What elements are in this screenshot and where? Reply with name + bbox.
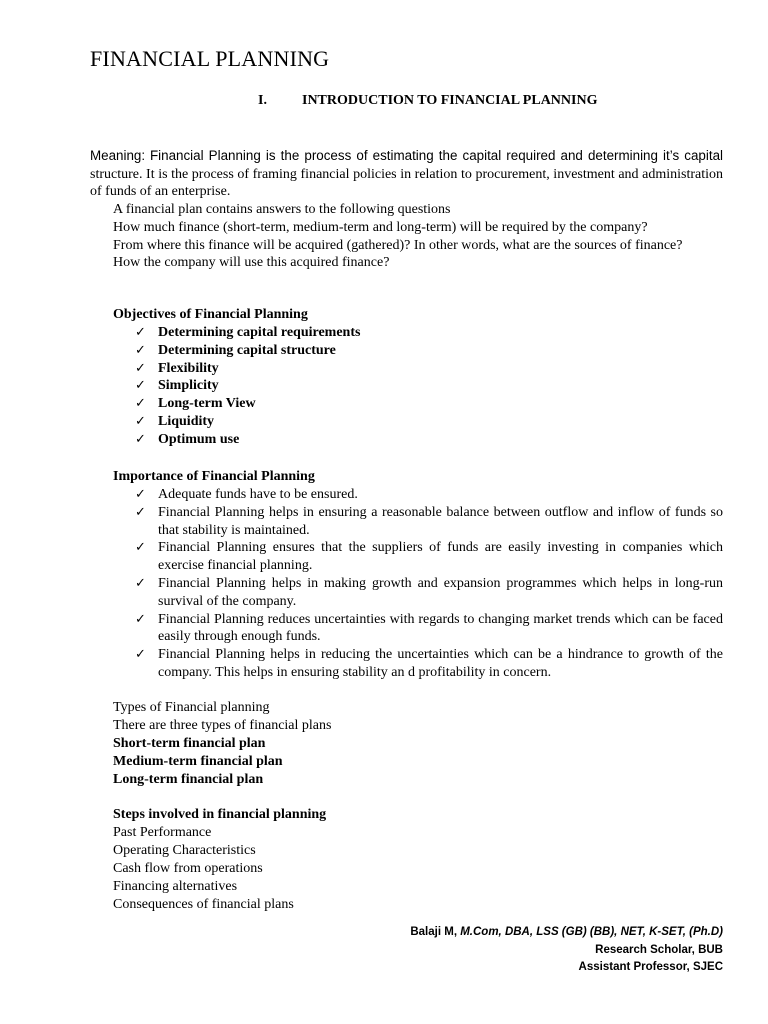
types-heading: Types of Financial planning — [113, 700, 270, 715]
steps-heading: Steps involved in financial planning — [113, 807, 327, 822]
check-icon: ✓ — [135, 396, 146, 412]
list-item: ✓ Flexibility — [135, 360, 219, 376]
list-item: ✓ Financial Planning ensures that the suppliers of funds are easily investing in companies which exercise financial planning. — [135, 540, 723, 574]
importance-section — [113, 468, 723, 682]
check-icon: ✓ — [135, 360, 146, 376]
section-heading — [258, 93, 597, 109]
list-item: ✓ Determining capital requirements — [135, 325, 361, 340]
check-icon: ✓ — [135, 575, 146, 591]
meaning-rest: structure. It is the process of framing financial policies in relation to procurement, investment and administration of funds of an enterprise. — [90, 166, 723, 200]
types-section — [113, 699, 723, 789]
author-role-2: Assistant Professor, SJEC — [578, 961, 723, 973]
intro-line: How much finance (short-term, medium-term and long-term) will be required by the company? — [113, 219, 648, 235]
check-icon: ✓ — [135, 413, 146, 429]
list-item: ✓ Financial Planning helps in making growth and expansion programmes which helps in long-run survival of the company. — [135, 575, 723, 609]
objectives-list — [113, 324, 723, 449]
intro-line: How the company will use this acquired finance? — [113, 255, 390, 271]
author-name-line — [410, 924, 723, 942]
check-icon: ✓ — [135, 431, 146, 447]
author-name: Balaji M, — [410, 926, 458, 938]
list-item: ✓ Determining capital structure — [135, 342, 336, 358]
list-item: ✓ Adequate funds have to be ensured. — [135, 487, 358, 502]
objectives-section — [113, 306, 723, 449]
author-degrees: M.Com, DBA, LSS (GB) (BB), NET, K-SET, (Ph.D) — [460, 926, 723, 938]
list-item: ✓ Optimum use — [135, 431, 240, 447]
list-item: ✓ Financial Planning helps in ensuring a reasonable balance between outflow and inflow of funds so that stability is maintained. — [135, 504, 723, 538]
list-item: Short-term financial plan — [113, 735, 266, 751]
intro-line: A financial plan contains answers to the following questions — [113, 202, 451, 217]
list-item: ✓ Simplicity — [135, 378, 219, 394]
list-item: Consequences of financial plans — [113, 896, 294, 912]
list-item: Financing alternatives — [113, 878, 238, 894]
list-item: Medium-term financial plan — [113, 753, 283, 769]
intro-lines — [113, 201, 723, 272]
check-icon: ✓ — [135, 611, 146, 627]
importance-heading: Importance of Financial Planning — [113, 469, 315, 484]
check-icon: ✓ — [135, 647, 146, 663]
section-heading-text: INTRODUCTION TO FINANCIAL PLANNING — [302, 93, 598, 108]
list-item: ✓ Financial Planning helps in reducing the uncertainties which can be a hindrance to growth of the company. This helps in ensuring stability an d profitability in concern. — [135, 647, 723, 680]
check-icon: ✓ — [135, 504, 146, 520]
meaning-paragraph — [90, 147, 723, 201]
check-icon: ✓ — [135, 325, 146, 340]
author-role-1: Research Scholar, BUB — [595, 943, 723, 956]
steps-section — [113, 806, 723, 913]
list-item: Cash flow from operations — [113, 860, 263, 876]
list-item: ✓ Liquidity — [135, 413, 215, 429]
section-number: I. — [258, 93, 267, 108]
author-signature — [410, 924, 723, 977]
objectives-heading: Objectives of Financial Planning — [113, 307, 308, 322]
list-item: Operating Characteristics — [113, 842, 256, 858]
page-title: FINANCIAL PLANNING — [90, 46, 330, 71]
types-intro: There are three types of financial plans — [113, 717, 332, 733]
intro-line: From where this finance will be acquired (gathered)? In other words, what are the sources of finance? — [113, 237, 683, 253]
importance-list — [113, 486, 723, 682]
check-icon: ✓ — [135, 487, 146, 502]
check-icon: ✓ — [135, 342, 146, 358]
list-item: ✓ Financial Planning reduces uncertainties with regards to changing market trends which can be faced easily through enough funds. — [135, 611, 723, 645]
check-icon: ✓ — [135, 540, 146, 556]
list-item: Past Performance — [113, 824, 212, 840]
list-item: Long-term financial plan — [113, 771, 264, 787]
meaning-sentence: Financial Planning is the process of estimating the capital required and determining it’s capital — [149, 148, 723, 163]
check-icon: ✓ — [135, 378, 146, 394]
meaning-label: Meaning: — [90, 148, 146, 163]
list-item: ✓ Long-term View — [135, 396, 256, 412]
